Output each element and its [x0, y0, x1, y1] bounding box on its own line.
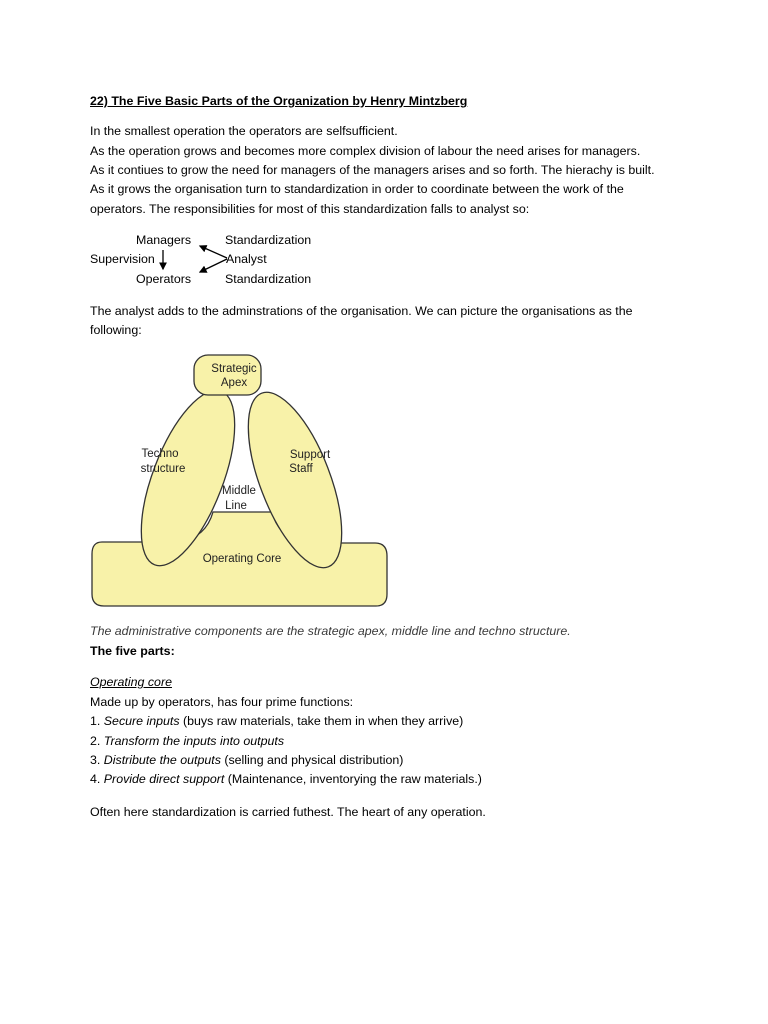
operating-core-description: Made up by operators, has four prime functions: [90, 695, 354, 709]
function-name: Provide direct support [103, 772, 225, 786]
analyst-to-operators-arrow [200, 259, 227, 272]
closing-line: Often here standardization is carried futhest. The heart of any operation. [90, 805, 486, 819]
function-item [90, 752, 403, 768]
function-number: 2. [90, 734, 101, 748]
document-title: 22) The Five Basic Parts of the Organization by Henry Mintzberg [90, 94, 468, 108]
function-item [90, 771, 482, 787]
function-item [90, 713, 463, 729]
function-detail: (selling and physical distribution) [220, 753, 404, 767]
operators-label: Operators [136, 272, 192, 286]
organization-diagram [88, 352, 390, 610]
function-detail: (Maintenance, inventorying the raw materials.) [224, 772, 482, 786]
analyst-label: Analyst [226, 252, 267, 266]
middle-line-label-2: Line [225, 500, 247, 512]
strategic-apex-label-2: Apex [220, 377, 248, 389]
strategic-apex-label-1: Strategic [211, 363, 257, 375]
function-name: Transform the inputs into outputs [103, 734, 285, 748]
intro-line-5: operators. The responsibilities for most of this standardization falls to analyst so: [90, 202, 530, 216]
intro-line-3: As it contiues to grow the need for managers of the managers arises and so forth. The hierachy is built. [90, 163, 655, 177]
intro-line-2: As the operation grows and becomes more complex division of labour the need arises for managers. [90, 144, 641, 158]
function-number: 3. [90, 753, 101, 767]
diagram-caption: The administrative components are the strategic apex, middle line and techno structure. [90, 624, 571, 638]
intro-line-1: In the smallest operation the operators are selfsufficient. [90, 124, 398, 138]
function-item [90, 733, 284, 749]
five-parts-heading: The five parts: [90, 644, 175, 658]
analyst-para-line-1: The analyst adds to the adminstrations of the organisation. We can picture the organisations as the [90, 304, 633, 318]
support-staff-label-1: Support [289, 449, 331, 461]
managers-label: Managers [136, 233, 192, 247]
middle-line-label-1: Middle [222, 485, 256, 497]
function-name: Secure inputs [103, 714, 180, 728]
analyst-para-line-2: following: [90, 323, 142, 337]
function-number: 1. [90, 714, 101, 728]
standardization-top-label: Standardization [225, 233, 312, 247]
function-number: 4. [90, 772, 101, 786]
techno-structure-label-1: Techno [141, 448, 179, 460]
strategic-apex-shape [194, 355, 261, 395]
standardization-bottom-label: Standardization [225, 272, 312, 286]
techno-structure-label-2: structure [140, 463, 186, 475]
analyst-to-managers-arrow [200, 246, 227, 258]
function-name: Distribute the outputs [103, 753, 221, 767]
supervision-label: Supervision [90, 252, 155, 266]
operating-core-heading: Operating core [90, 675, 172, 689]
intro-line-4: As it grows the organisation turn to standardization in order to coordinate between the work of the [90, 182, 624, 196]
operating-core-label: Operating Core [202, 553, 282, 565]
support-staff-label-2: Staff [289, 463, 313, 475]
function-detail: (buys raw materials, take them in when they arrive) [179, 714, 464, 728]
mini-diagram-arrows [150, 240, 240, 280]
